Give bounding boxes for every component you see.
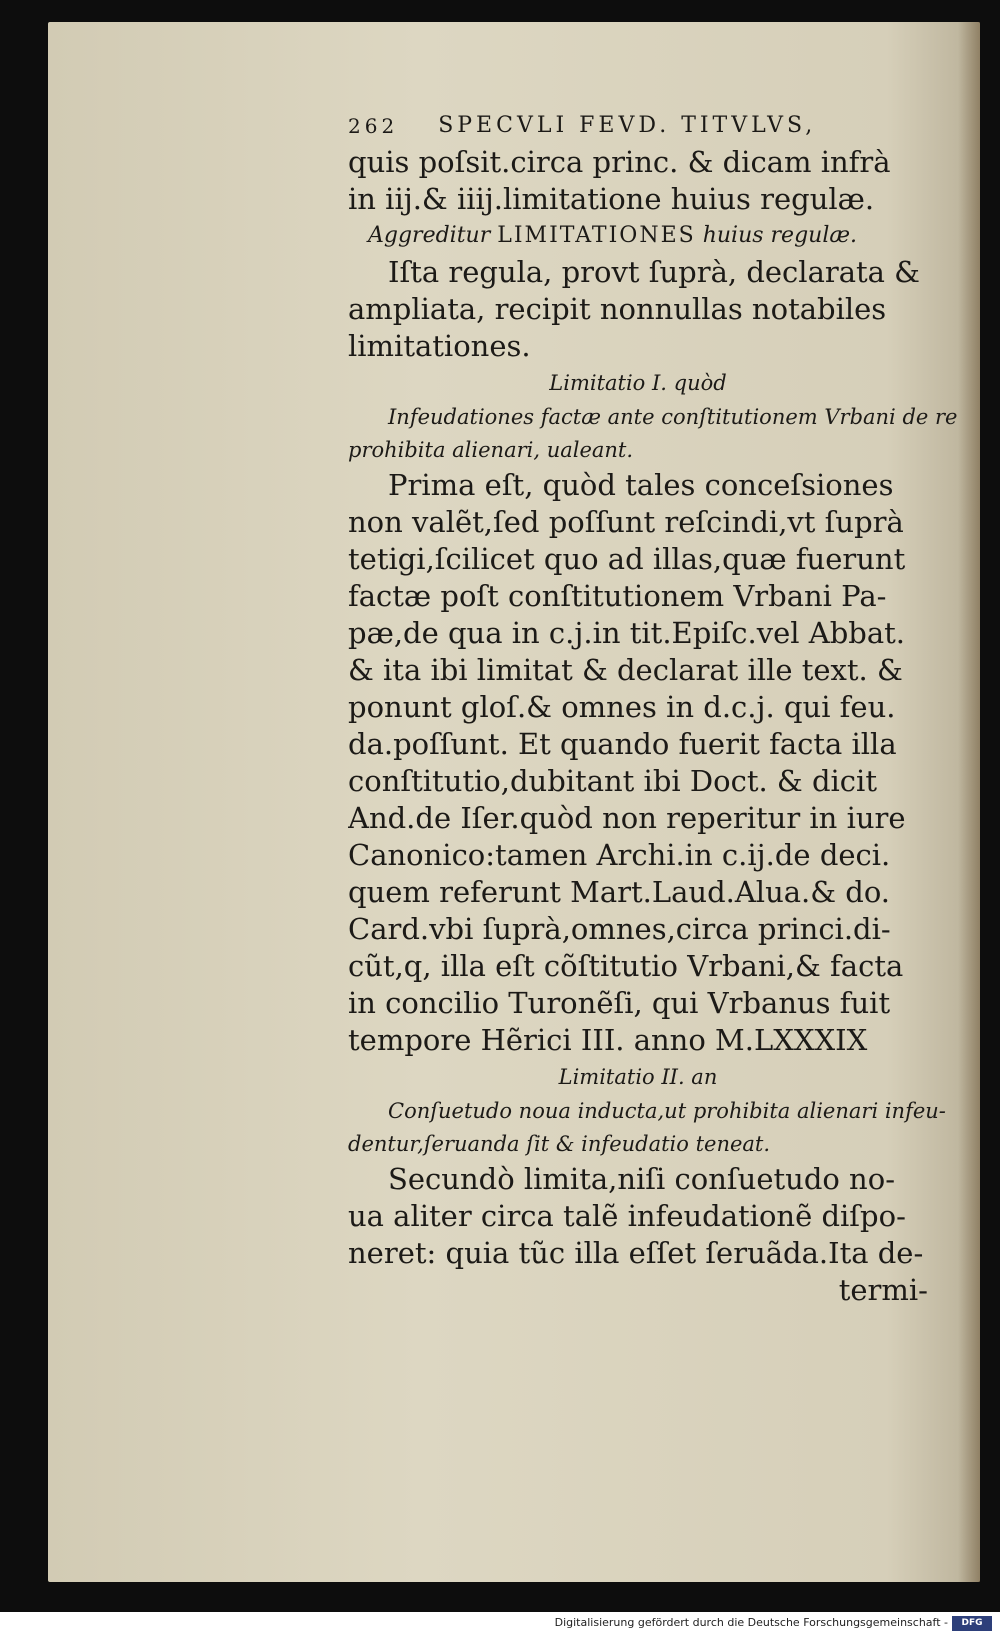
text-line: non valẽt,ſed poſſunt reſcindi,vt ſuprà bbox=[348, 505, 904, 539]
running-head bbox=[348, 108, 928, 144]
dfg-logo: DFG bbox=[952, 1616, 992, 1631]
credit-text: Digitalisierung gefördert durch die Deutsche Forschungsgemeinschaft - bbox=[554, 1616, 948, 1629]
italic-summary-line: dentur,ſeruanda ſit & infeudatio teneat. bbox=[348, 1132, 771, 1156]
text-line: ampliata, recipit nonnullas notabiles bbox=[348, 292, 887, 326]
text-line: in concilio Turonẽſi, qui Vrbanus fuit bbox=[348, 986, 891, 1020]
text-line: ponunt gloſ.& omnes in d.c.j. qui feu. bbox=[348, 690, 896, 724]
limitatio-heading: Limitatio I. quòd bbox=[549, 371, 727, 395]
heading-italic: huius regulæ. bbox=[702, 223, 858, 248]
text-line: tetigi,ſcilicet quo ad illas,quæ fuerunt bbox=[348, 542, 906, 576]
text-line: termi- bbox=[838, 1273, 928, 1307]
text-line: ua aliter circa talẽ infeudationẽ diſpo- bbox=[348, 1199, 906, 1233]
book-page bbox=[48, 22, 980, 1582]
text-line: tempore Hẽrici III. anno M.LXXXIX bbox=[348, 1023, 868, 1057]
text-line: Prima eſt, quòd tales conceſsiones bbox=[388, 468, 894, 502]
text-line: quis poſsit.circa princ. & dicam infrà bbox=[348, 145, 891, 179]
text-line: & ita ibi limitat & declarat ille text. & bbox=[348, 653, 903, 687]
page-text-block bbox=[348, 108, 958, 1309]
text-line: Card.vbi ſuprà,omnes,circa princi.di- bbox=[348, 912, 891, 946]
text-line: Iſta regula, provt ſuprà, declarata & bbox=[388, 255, 920, 289]
digitization-credit bbox=[0, 1612, 1000, 1634]
text-line: Secundò limita,niſi conſuetudo no- bbox=[388, 1162, 895, 1196]
text-line: cũt,q, illa eſt cõſtitutio Vrbani,& facta bbox=[348, 949, 904, 983]
text-line: pæ,de qua in c.j.in tit.Epiſc.vel Abbat. bbox=[348, 616, 906, 650]
text-line: neret: quia tũc illa eſſet ſeruãda.Ita de- bbox=[348, 1236, 924, 1270]
italic-summary-line: prohibita alienari, ualeant. bbox=[348, 438, 634, 462]
page-gutter-shadow bbox=[958, 22, 980, 1582]
text-line: limitationes. bbox=[348, 329, 531, 363]
section-heading bbox=[348, 218, 928, 254]
text-line: da.poſſunt. Et quando fuerit facta illa bbox=[348, 727, 897, 761]
limitatio-heading: Limitatio II. an bbox=[558, 1065, 718, 1089]
running-title: SPECVLI FEVD. TITVLVS, bbox=[438, 113, 817, 138]
text-line: conſtitutio,dubitant ibi Doct. & dicit bbox=[348, 764, 877, 798]
italic-summary-line: Infeudationes factæ ante conſtitutionem Vrbani de re bbox=[388, 405, 958, 429]
page-number: 262 bbox=[348, 114, 399, 138]
text-line: factæ poſt conſtitutionem Vrbani Pa- bbox=[348, 579, 887, 613]
text-line: in iij.& iiij.limitatione huius regulæ. bbox=[348, 182, 875, 216]
heading-caps: LIMITATIONES bbox=[497, 223, 696, 248]
text-line: Canonico:tamen Archi.in c.ij.de deci. bbox=[348, 838, 891, 872]
italic-summary-line: Conſuetudo noua inducta,ut prohibita alienari infeu- bbox=[388, 1099, 946, 1123]
text-line: quem referunt Mart.Laud.Alua.& do. bbox=[348, 875, 891, 909]
text-line: And.de Iſer.quòd non reperitur in iure bbox=[348, 801, 906, 835]
heading-italic: Aggreditur bbox=[368, 223, 491, 248]
